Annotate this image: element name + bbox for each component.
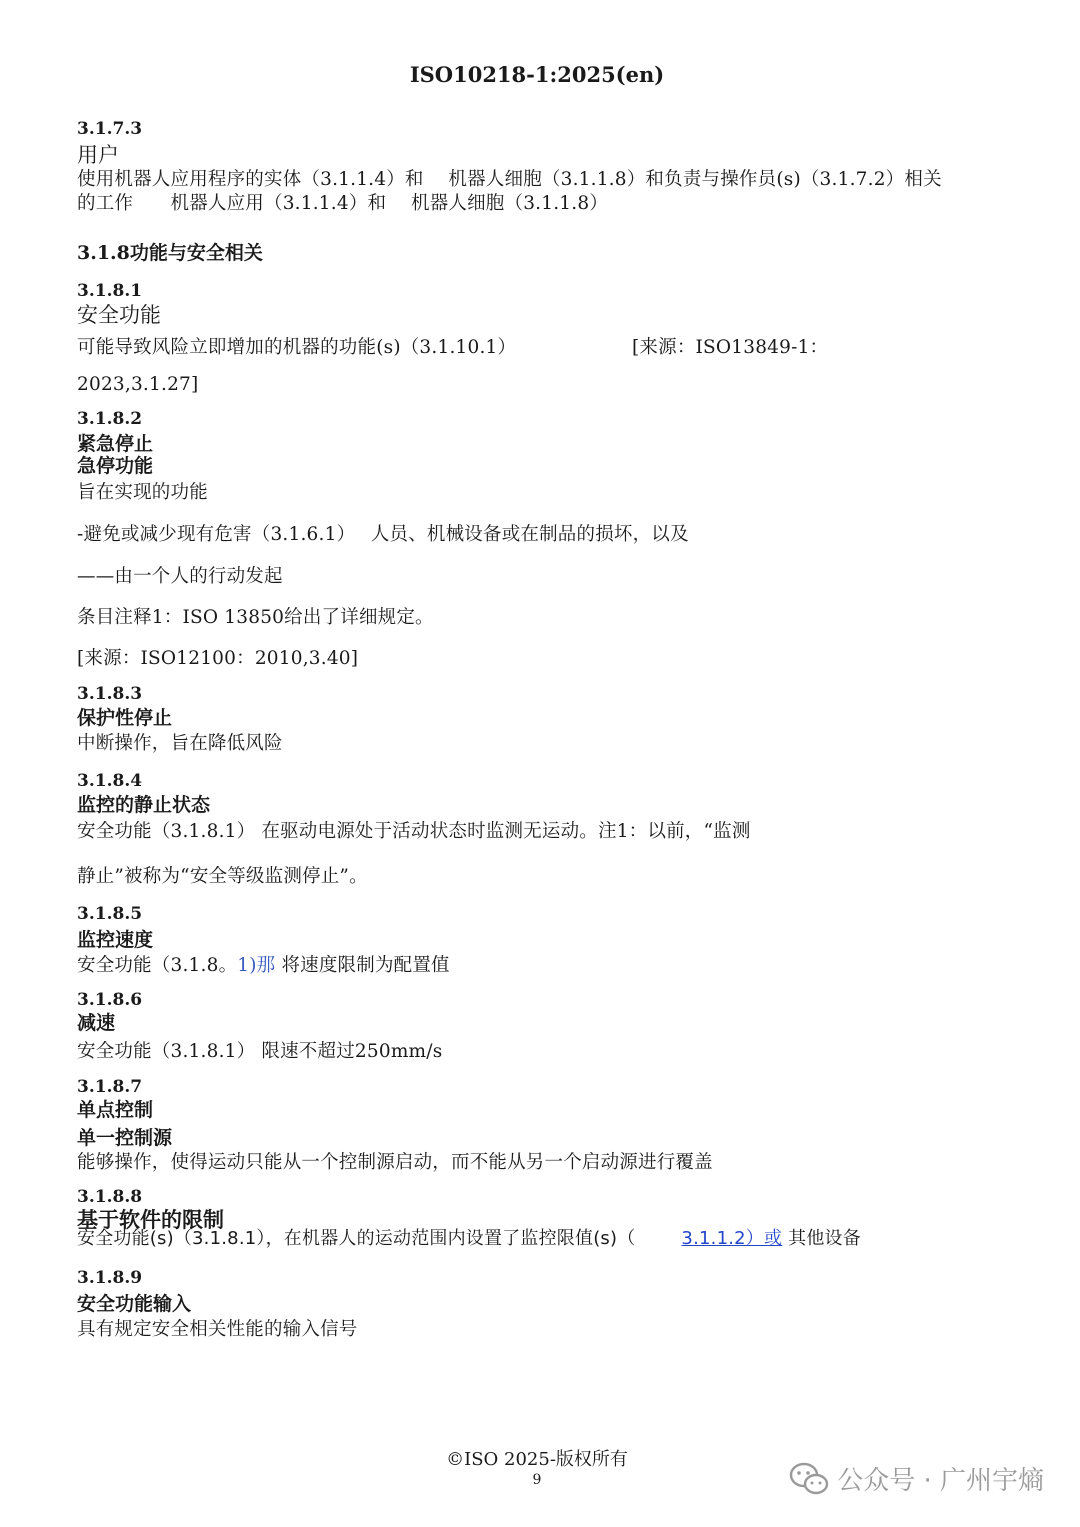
watermark-text: 公众号 · 广州宇熵 <box>837 1466 1044 1496</box>
clause-number: 3.1.8.8 <box>77 1187 143 1207</box>
clause-number: 3.1.8.7 <box>77 1077 143 1097</box>
copyright-notice: ©ISO 2025-版权所有 <box>446 1449 628 1470</box>
clause-number: 3.1.8.2 <box>77 409 143 429</box>
definition-text-part: 安全功能（3.1.8。 <box>77 955 238 976</box>
term-title: 基于软件的限制 <box>77 1207 224 1232</box>
term-title: 用户 <box>77 143 119 167</box>
definition-text: 可能导致风险立即增加的机器的功能(s)（3.1.10.1） <box>77 337 517 358</box>
definition-text: 静止”被称为“安全等级监测停止”。 <box>77 866 368 887</box>
document-header: ISO10218-1:2025(en) <box>409 62 665 87</box>
term-synonym: 急停功能 <box>77 455 154 477</box>
definition-text <box>77 951 450 977</box>
clause-number: 3.1.8.4 <box>77 771 143 791</box>
wechat-icon <box>789 1462 829 1496</box>
definition-text: 具有规定安全相关性能的输入信号 <box>77 1319 358 1340</box>
definition-text-part: 将速度限制为配置值 <box>275 955 450 976</box>
definition-text-part: 其他设备 <box>788 1228 861 1249</box>
page-number: 9 <box>532 1472 542 1488</box>
cross-reference-link[interactable]: 3.1.1.2）或 <box>681 1228 783 1249</box>
clause-number: 3.1.8.3 <box>77 684 143 704</box>
term-title: 安全功能输入 <box>77 1293 192 1315</box>
term-synonym: 单一控制源 <box>77 1127 173 1149</box>
term-title: 保护性停止 <box>77 707 173 729</box>
term-title: 监控速度 <box>77 929 154 951</box>
list-item: -避免或减少现有危害（3.1.6.1） 人员、机械设备或在制品的损坏，以及 <box>77 524 689 545</box>
term-title: 安全功能 <box>77 303 161 327</box>
clause-number: 3.1.7.3 <box>77 119 143 139</box>
definition-text-part: 安全功能(s)（3.1.8.1），在机器人的运动范围内设置了监控限值(s)（ <box>77 1228 636 1249</box>
section-heading: 3.1.8功能与安全相关 <box>77 242 263 264</box>
note-text: 条目注释1：ISO 13850给出了详细规定。 <box>77 607 434 628</box>
clause-number: 3.1.8.9 <box>77 1268 143 1288</box>
definition-text: 旨在实现的功能 <box>77 482 208 503</box>
clause-number: 3.1.8.6 <box>77 990 143 1010</box>
definition-text: 安全功能（3.1.8.1） 在驱动电源处于活动状态时监测无运动。注1：以前，“监测 <box>77 821 751 842</box>
definition-text: 中断操作，旨在降低风险 <box>77 733 283 754</box>
source-reference: 2023,3.1.27] <box>77 374 199 395</box>
term-title: 减速 <box>77 1012 116 1034</box>
definition-text: 使用机器人应用程序的实体（3.1.1.4）和 机器人细胞（3.1.1.8）和负责与操作员(s)（3.1.7.2）相关 <box>77 169 942 190</box>
definition-text <box>77 1224 861 1250</box>
term-title: 紧急停止 <box>77 433 154 455</box>
list-item: ——由一个人的行动发起 <box>77 566 283 587</box>
source-reference: [来源：ISO13849-1： <box>632 337 829 358</box>
source-reference: [来源：ISO12100：2010,3.40] <box>77 648 359 669</box>
cross-reference-link[interactable]: 1)那 <box>237 955 276 976</box>
clause-number: 3.1.8.1 <box>77 281 143 301</box>
definition-text: 能够操作，使得运动只能从一个控制源启动，而不能从另一个启动源进行覆盖 <box>77 1152 713 1173</box>
definition-text: 的工作 机器人应用（3.1.1.4）和 机器人细胞（3.1.1.8） <box>77 193 609 214</box>
clause-number: 3.1.8.5 <box>77 904 143 924</box>
term-title: 单点控制 <box>77 1099 154 1121</box>
term-title: 监控的静止状态 <box>77 794 211 816</box>
watermark <box>789 1460 1044 1497</box>
definition-text: 安全功能（3.1.8.1） 限速不超过250mm/s <box>77 1041 443 1062</box>
